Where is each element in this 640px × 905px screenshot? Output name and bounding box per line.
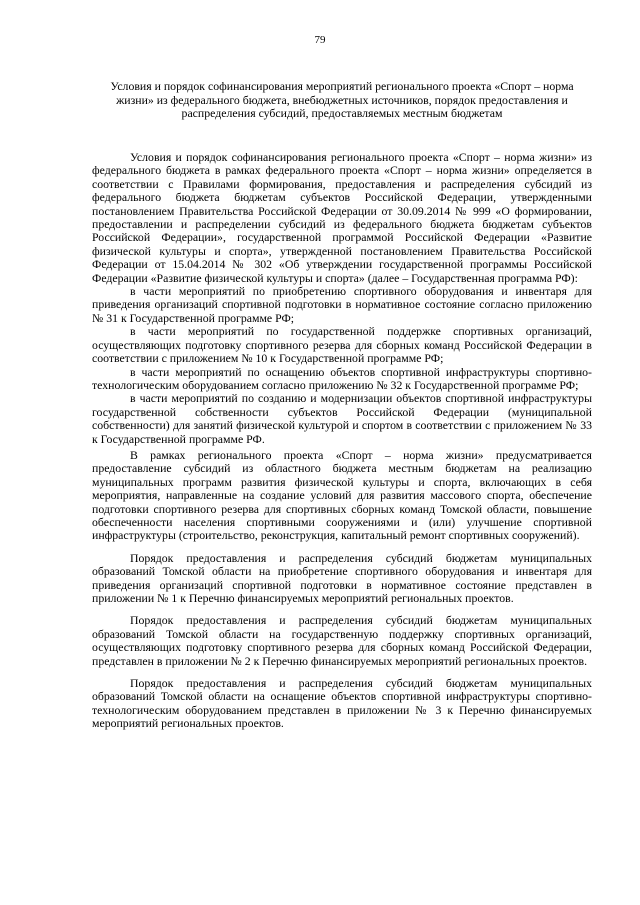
paragraph-procedure-1: Порядок предоставления и распределения субсидий бюджетам муниципальных образований Томской области на приобретение спортивного оборудования и инвентаря для приведения организаций спортивной подготовки в нормативное состояние представлен в приложении № 1 к Перечню финансируемых мероприятий региональных проектов. bbox=[92, 550, 592, 605]
document-body bbox=[92, 151, 592, 731]
paragraph-procedure-3: Порядок предоставления и распределения субсидий бюджетам муниципальных образований Томской области на оснащение объектов спортивной инфраструктуры спортивно-технологическим оборудованием представлен в приложении № 3 к Перечню финансируемых мероприятий региональных проектов. bbox=[92, 676, 592, 731]
paragraph-infrastructure-equipment: в части мероприятий по оснащению объектов спортивной инфраструктуры спортивно-технологическим оборудованием согласно приложению № 32 к Государственной программе РФ; bbox=[92, 364, 592, 392]
paragraph-regional-project: В рамках регионального проекта «Спорт – норма жизни» предусматривается предоставление субсидий из областного бюджета местным бюджетам на реализацию муниципальных программ развития физической культуры и спорта, включающих в себя мероприятия, направленные на создание условий для развития массового спорта, обеспечение подготовки спортивного резерва для спортивных сборных команд Томской области, повышение обеспеченности населения спортивными сооружениями и (или) улучшение спортивной инфраструктуры (строительство, реконструкция, капитальный ремонт спортивных сооружений). bbox=[92, 447, 592, 543]
page-number: 79 bbox=[314, 34, 326, 46]
paragraph-modernization: в части мероприятий по созданию и модернизации объектов спортивной инфраструктуры государственной собственности субъектов Российской Федерации (муниципальной собственности) для занятий физической культурой и спортом в соответствии с приложением № 33 к Государственной программе РФ. bbox=[92, 391, 592, 446]
paragraph-equipment: в части мероприятий по приобретению спортивного оборудования и инвентаря для приведения организаций спортивной подготовки в нормативное состояние согласно приложению № 31 к Государственной программе РФ; bbox=[92, 284, 592, 325]
paragraph-procedure-2: Порядок предоставления и распределения субсидий бюджетам муниципальных образований Томской области на государственную поддержку спортивных организаций, осуществляющих подготовку спортивного резерва для сборных команд Российской Федерации, представлен в приложении № 2 к Перечню финансируемых мероприятий региональных проектов. bbox=[92, 613, 592, 668]
paragraph-support: в части мероприятий по государственной поддержке спортивных организаций, осуществляющих подготовку спортивного резерва для сборных команд Российской Федерации в соответствии с приложением № 10 к Государственной программе РФ; bbox=[92, 324, 592, 366]
document-title: Условия и порядок софинансирования мероприятий регионального проекта «Спорт – норма жизни» из федерального бюджета, внебюджетных источников, порядок предоставления и распределения субсидий, предоставляемых местным бюджетам bbox=[110, 79, 574, 121]
paragraph-intro: Условия и порядок софинансирования регионального проекта «Спорт – норма жизни» из федерального бюджета в рамках федерального проекта «Спорт – норма жизни» определяется в соответствии с Правилами формирования, предоставления и распределения субсидий из федерального бюджета бюджетам субъектов Российской Федерации, утвержденными постановлением Правительства Российской Федерации от 30.09.2014 № 999 «О формировании, предоставлении и распределении субсидий из федерального бюджета бюджетам субъектов Российской Федерации», государственной программой Российской Федерации «Развитие физической культуры и спорта», утвержденной постановлением Правительства Российской Федерации от 15.04.2014 № 302 «Об утверждении государственной программы Российской Федерации «Развитие физической культуры и спорта» (далее – Государственная программа РФ): bbox=[92, 150, 592, 285]
